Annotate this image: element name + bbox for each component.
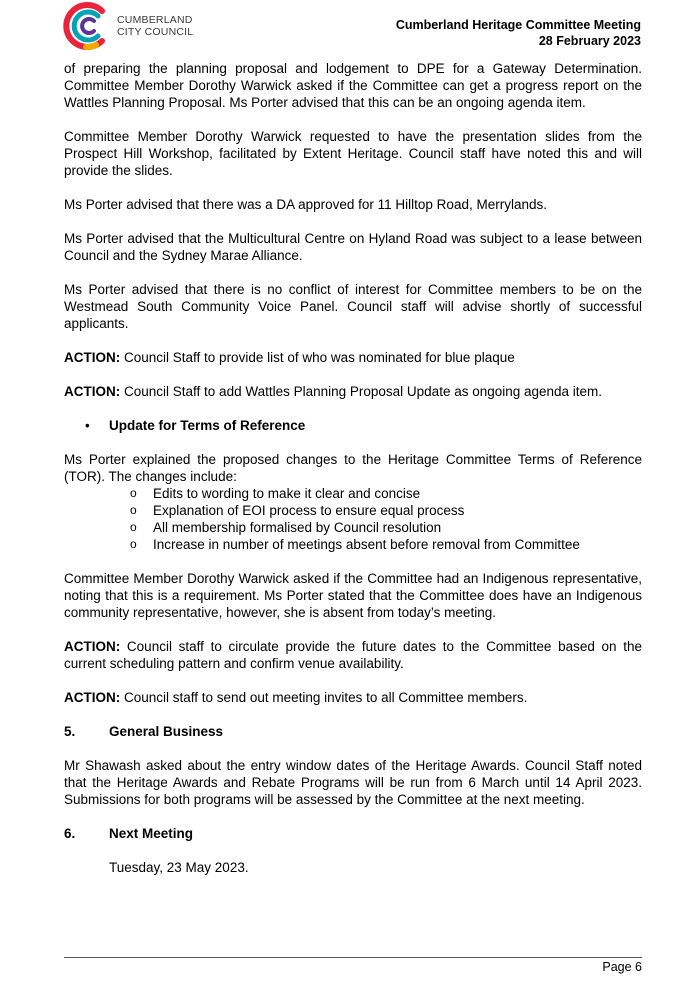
action-text: Council Staff to provide list of who was nominated for blue plaque — [120, 350, 515, 365]
section-number: 6. — [64, 826, 76, 841]
paragraph-5: Ms Porter advised that there is no conflict of interest for Committee members to be on the Westmead South Community Voice Panel. Council staff will advise shortly of successful applicants. — [64, 282, 642, 331]
paragraph-6: Ms Porter explained the proposed changes to the Heritage Committee Terms of Reference (TOR). The changes include: — [64, 452, 642, 484]
section-heading-general-business — [64, 723, 642, 740]
action-text: Council staff to circulate provide the future dates to the Committee based on the current scheduling pattern and confirm venue availability. — [64, 639, 642, 671]
action-text: Council staff to send out meeting invites to all Committee members. — [120, 690, 528, 705]
cumberland-logo-icon — [62, 0, 112, 52]
bullet-icon: • — [85, 418, 90, 433]
circle-bullet-icon: o — [130, 486, 137, 500]
action-item-1 — [64, 349, 642, 366]
action-label: ACTION: — [64, 350, 121, 365]
section-title: General Business — [109, 724, 224, 739]
list-item — [64, 485, 642, 502]
paragraph-7: Committee Member Dorothy Warwick asked if the Committee had an Indigenous representative, noting that this is a requirement. Ms Porter stated that the Committee does have an Indigenous community representative, however, she is absent from today’s meeting. — [64, 571, 642, 620]
bullet-heading — [64, 417, 642, 434]
council-name-line2: CITY COUNCIL — [117, 26, 194, 38]
paragraph-2: Committee Member Dorothy Warwick requested to have the presentation slides from the Prospect Hill Workshop, facilitated by Extent Heritage. Council staff have noted this and will provide the slides. — [64, 129, 642, 178]
action-item-4 — [64, 689, 642, 706]
bullet-heading-text: Update for Terms of Reference — [109, 418, 306, 433]
meeting-title: Cumberland Heritage Committee Meeting — [395, 18, 641, 32]
footer-divider — [64, 957, 642, 958]
section-number: 5. — [64, 724, 76, 739]
council-name-line1: CUMBERLAND — [117, 14, 193, 26]
list-item-text: Explanation of EOI process to ensure equal process — [153, 503, 465, 518]
paragraph-3: Ms Porter advised that there was a DA approved for 11 Hilltop Road, Merrylands. — [64, 197, 547, 212]
document-body — [64, 60, 642, 893]
circle-bullet-icon: o — [130, 537, 137, 551]
list-item — [64, 519, 642, 536]
page-number: Page 6 — [602, 960, 642, 974]
section-heading-next-meeting — [64, 825, 642, 842]
action-item-2 — [64, 383, 642, 400]
paragraph-1: of preparing the planning proposal and lodgement to DPE for a Gateway Determination. Committee Member Dorothy Warwick asked if the Committee can get a progress report on the Wattles Planning Proposal. Ms Porter advised that this can be an ongoing agenda item. — [64, 61, 642, 110]
paragraph-8: Mr Shawash asked about the entry window dates of the Heritage Awards. Council Staff noted that the Heritage Awards and Rebate Programs will be run from 6 March until 14 April 2023. Submissions for both programs will be assessed by the Committee at the next meeting. — [64, 758, 642, 807]
action-label: ACTION: — [64, 690, 121, 705]
list-item-text: All membership formalised by Council resolution — [153, 520, 442, 535]
changes-list — [64, 485, 642, 553]
meeting-info — [396, 17, 641, 49]
circle-bullet-icon: o — [130, 520, 137, 534]
action-label: ACTION: — [64, 639, 121, 654]
council-name — [117, 14, 193, 38]
next-meeting-date: Tuesday, 23 May 2023. — [109, 860, 249, 875]
meeting-date: 28 February 2023 — [538, 34, 641, 48]
action-text: Council Staff to add Wattles Planning Proposal Update as ongoing agenda item. — [120, 384, 603, 399]
list-item — [64, 502, 642, 519]
list-item-text: Increase in number of meetings absent before removal from Committee — [153, 537, 580, 552]
action-label: ACTION: — [64, 384, 121, 399]
page-header — [0, 0, 682, 58]
list-item-text: Edits to wording to make it clear and concise — [153, 486, 421, 501]
list-item — [64, 536, 642, 553]
action-item-3 — [64, 638, 642, 672]
circle-bullet-icon: o — [130, 503, 137, 517]
section-title: Next Meeting — [109, 826, 194, 841]
paragraph-4: Ms Porter advised that the Multicultural Centre on Hyland Road was subject to a lease between Council and the Sydney Marae Alliance. — [64, 231, 642, 263]
